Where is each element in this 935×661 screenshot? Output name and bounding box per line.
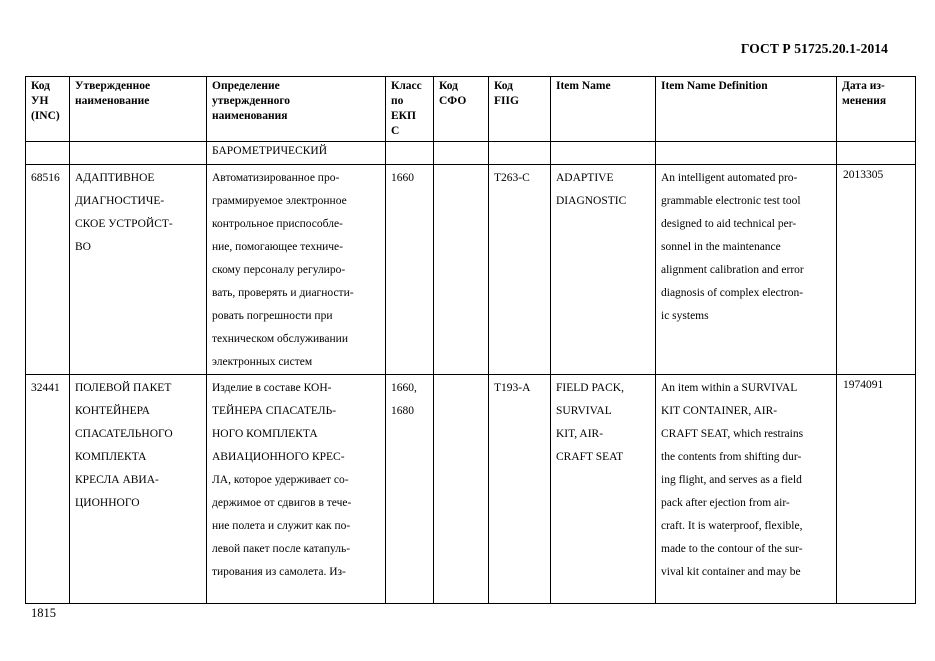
header-text-line: Код <box>31 80 51 92</box>
header-text-line: (INC) <box>31 110 60 122</box>
text-line: 32441 <box>31 382 60 394</box>
text-line: 1680 <box>391 405 414 417</box>
text-line: БАРОМЕТРИЧЕСКИЙ <box>212 145 328 157</box>
text-line: ВО <box>75 241 91 253</box>
text-line: CRAFT SEAT, which restrains <box>661 428 804 440</box>
header-text-line: Item Name Definition <box>661 80 768 92</box>
cell-sfo-code <box>434 165 489 375</box>
text-line: КРЕСЛА АВИА- <box>75 474 159 486</box>
catalog-table <box>25 76 916 604</box>
text-line: ние, помогающее техниче- <box>212 241 343 253</box>
header-text-line: УН <box>31 95 49 107</box>
text-line: DIAGNOSTIC <box>556 195 627 207</box>
cell-change-date <box>837 165 916 375</box>
col-header-sfo <box>434 77 489 142</box>
header-text-line: утвержденного <box>212 95 291 107</box>
text-line: pack after ejection from air- <box>661 497 790 509</box>
text-line: ic systems <box>661 310 709 322</box>
cell-ekp-class <box>386 375 434 604</box>
text-line: вать, проверять и диагности- <box>212 287 354 299</box>
text-line: made to the contour of the sur- <box>661 543 803 555</box>
cell-item-name <box>551 165 656 375</box>
cell-fiig-code <box>489 375 551 604</box>
text-line: граммируемое электронное <box>212 195 347 207</box>
col-header-item-definition <box>656 77 837 142</box>
page-number: 1815 <box>31 606 56 620</box>
cell-item-name <box>551 375 656 604</box>
text-line: sonnel in the maintenance <box>661 241 781 253</box>
col-header-definition <box>207 77 386 142</box>
header-text-line: Код <box>439 80 459 92</box>
continuation-definition <box>207 142 385 162</box>
text-line: СКОЕ УСТРОЙСТ- <box>75 218 173 230</box>
text-line: alignment calibration and error <box>661 264 804 276</box>
text-line: ровать погрешности при <box>212 310 333 322</box>
text-line: SURVIVAL <box>556 405 612 417</box>
text-line: техническом обслуживании <box>212 333 348 345</box>
text-line: ing flight, and serves as a field <box>661 474 802 486</box>
header-text-line: Item Name <box>556 80 611 92</box>
text-line: KIT, AIR- <box>556 428 604 440</box>
text-line: АВИАЦИОННОГО КРЕС- <box>212 451 345 463</box>
text-line: НОГО КОМПЛЕКТА <box>212 428 318 440</box>
header-text-line: С <box>391 125 400 137</box>
col-header-approved-name <box>70 77 207 142</box>
text-line: CRAFT SEAT <box>556 451 624 463</box>
text-line: An item within a SURVIVAL <box>661 382 798 394</box>
text-line: vival kit container and may be <box>661 566 801 578</box>
header-text-line: по <box>391 95 404 107</box>
text-line: Изделие в составе КОН- <box>212 382 332 394</box>
text-line: ние полета и служит как по- <box>212 520 351 532</box>
cell-item-name-definition <box>656 165 837 375</box>
header-text-line: СФО <box>439 95 467 107</box>
header-text-line: наименования <box>212 110 288 122</box>
header-text-line: Определение <box>212 80 280 92</box>
text-line: 68516 <box>31 172 60 184</box>
text-line: скому персоналу регулиро- <box>212 264 346 276</box>
table-row <box>26 165 916 375</box>
header-text-line: менения <box>842 95 887 107</box>
cell-definition <box>207 375 386 604</box>
change-date: 1974091 <box>843 379 884 391</box>
cell-definition <box>207 165 386 375</box>
text-line: 1660 <box>391 172 414 184</box>
header-text-line: наименование <box>75 95 150 107</box>
text-line: контрольное приспособле- <box>212 218 343 230</box>
cell-approved-name <box>70 375 207 604</box>
col-header-ekp <box>386 77 434 142</box>
text-line: ПОЛЕВОЙ ПАКЕТ <box>75 382 172 394</box>
text-line: diagnosis of complex electron- <box>661 287 804 299</box>
text-line: тирования из самолета. Из- <box>212 566 346 578</box>
text-line: T263-C <box>494 172 530 184</box>
cell-approved-name <box>70 165 207 375</box>
text-line: Автоматизированное про- <box>212 172 340 184</box>
text-line: T193-A <box>494 382 531 394</box>
table-row-continuation <box>26 142 916 165</box>
text-line: КОНТЕЙНЕРА <box>75 405 150 417</box>
text-line: ЦИОННОГО <box>75 497 140 509</box>
header-text-line: Код <box>494 80 514 92</box>
header-text-line: FIIG <box>494 95 519 107</box>
col-header-date <box>837 77 916 142</box>
text-line: FIELD PACK, <box>556 382 624 394</box>
header-text-line: Дата из- <box>842 80 885 92</box>
text-line: ЛА, которое удерживает со- <box>212 474 349 486</box>
text-line: ADAPTIVE <box>556 172 614 184</box>
text-line: левой пакет после катапуль- <box>212 543 351 555</box>
cell-inc-code <box>26 165 70 375</box>
text-line: the contents from shifting dur- <box>661 451 802 463</box>
text-line: designed to aid technical per- <box>661 218 797 230</box>
table-header-row <box>26 77 916 142</box>
col-header-fiig <box>489 77 551 142</box>
text-line: KIT CONTAINER, AIR- <box>661 405 778 417</box>
cell-item-name-definition <box>656 375 837 604</box>
text-line: craft. It is waterproof, flexible, <box>661 520 803 532</box>
col-header-item-name <box>551 77 656 142</box>
text-line: ДИАГНОСТИЧЕ- <box>75 195 165 207</box>
cell-sfo-code <box>434 375 489 604</box>
text-line: АДАПТИВНОЕ <box>75 172 155 184</box>
text-line: An intelligent automated pro- <box>661 172 798 184</box>
cell-change-date <box>837 375 916 604</box>
cell-fiig-code <box>489 165 551 375</box>
header-text-line: Класс <box>391 80 422 92</box>
cell-ekp-class <box>386 165 434 375</box>
text-line: КОМПЛЕКТА <box>75 451 147 463</box>
col-header-inc <box>26 77 70 142</box>
document-standard-number: ГОСТ Р 51725.20.1-2014 <box>740 41 888 56</box>
change-date: 2013305 <box>843 169 884 181</box>
text-line: 1660, <box>391 382 417 394</box>
cell-inc-code <box>26 375 70 604</box>
text-line: grammable electronic test tool <box>661 195 801 207</box>
text-line: СПАСАТЕЛЬНОГО <box>75 428 173 440</box>
text-line: ТЕЙНЕРА СПАСАТЕЛЬ- <box>212 405 337 417</box>
header-text-line: Утвержденное <box>75 80 151 92</box>
header-text-line: ЕКП <box>391 110 416 122</box>
text-line: держимое от сдвигов в тече- <box>212 497 352 509</box>
text-line: электронных систем <box>212 356 313 368</box>
table-row <box>26 375 916 604</box>
